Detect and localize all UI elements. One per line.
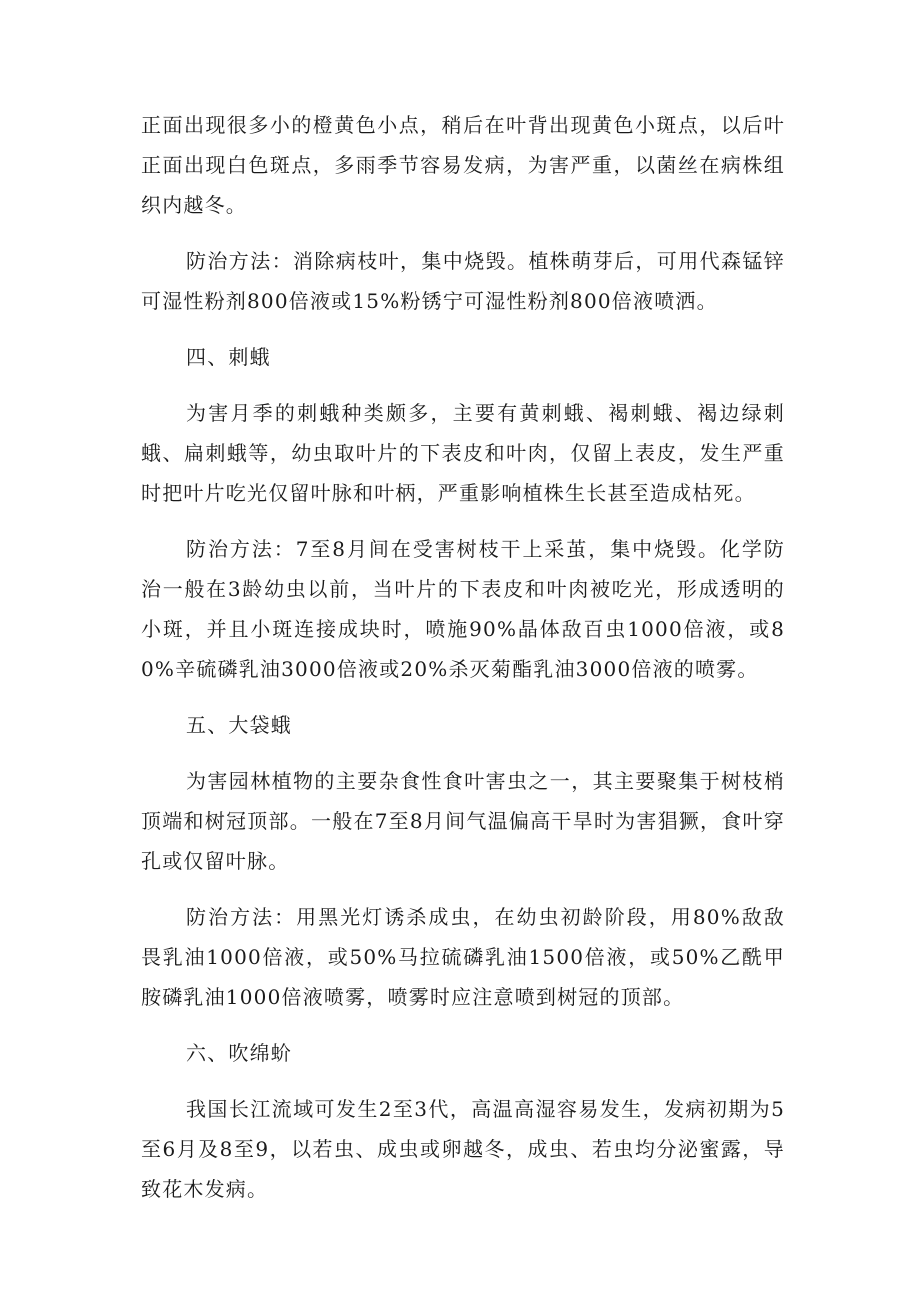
paragraph-rust-control: 防治方法：消除病枝叶，集中烧毁。植株萌芽后，可用代森锰锌可湿性粉剂800倍液或15%粉锈宁可湿性粉剂800倍液喷洒。 — [141, 249, 785, 313]
paragraph-scale-insect-description: 我国长江流域可发生2至3代，高温高湿容易发生，发病初期为5至6月及8至9，以若虫、成虫或卵越冬，成虫、若虫均分泌蜜露，导致花木发病。 — [141, 1097, 785, 1201]
document-page — [141, 105, 785, 1225]
paragraph-rust-symptoms: 正面出现很多小的橙黄色小点，稍后在叶背出现黄色小斑点，以后叶正面出现白色斑点，多雨季节容易发病，为害严重，以菌丝在病株组织内越冬。 — [141, 113, 785, 217]
paragraph-bagworm-description: 为害园林植物的主要杂食性食叶害虫之一，其主要聚集于树枝梢顶端和树冠顶部。一般在7至8月间气温偏高干旱时为害猖獗，食叶穿孔或仅留叶脉。 — [141, 769, 785, 873]
paragraph-cidae-description: 为害月季的刺蛾种类颇多，主要有黄刺蛾、褐刺蛾、褐边绿刺蛾、扁刺蛾等，幼虫取叶片的下表皮和叶肉，仅留上表皮，发生严重时把叶片吃光仅留叶脉和叶柄，严重影响植株生长甚至造成枯死。 — [141, 401, 785, 505]
paragraph-cidae-control: 防治方法：7至8月间在受害树枝干上采茧，集中烧毁。化学防治一般在3龄幼虫以前，当叶片的下表皮和叶肉被吃光，形成透明的小斑，并且小斑连接成块时，喷施90%晶体敌百虫1000倍液，或80%辛硫磷乳油3000倍液或20%杀灭菊酯乳油3000倍液的喷雾。 — [141, 537, 785, 681]
section-heading-cidae: 四、刺蛾 — [186, 345, 271, 369]
paragraph-bagworm-control: 防治方法：用黑光灯诱杀成虫，在幼虫初龄阶段，用80%敌敌畏乳油1000倍液，或50%马拉硫磷乳油1500倍液，或50%乙酰甲胺磷乳油1000倍液喷雾，喷雾时应注意喷到树冠的顶部。 — [141, 905, 785, 1009]
section-heading-bagworm: 五、大袋蛾 — [186, 713, 292, 737]
section-heading-scale-insect: 六、吹绵蚧 — [186, 1041, 292, 1065]
